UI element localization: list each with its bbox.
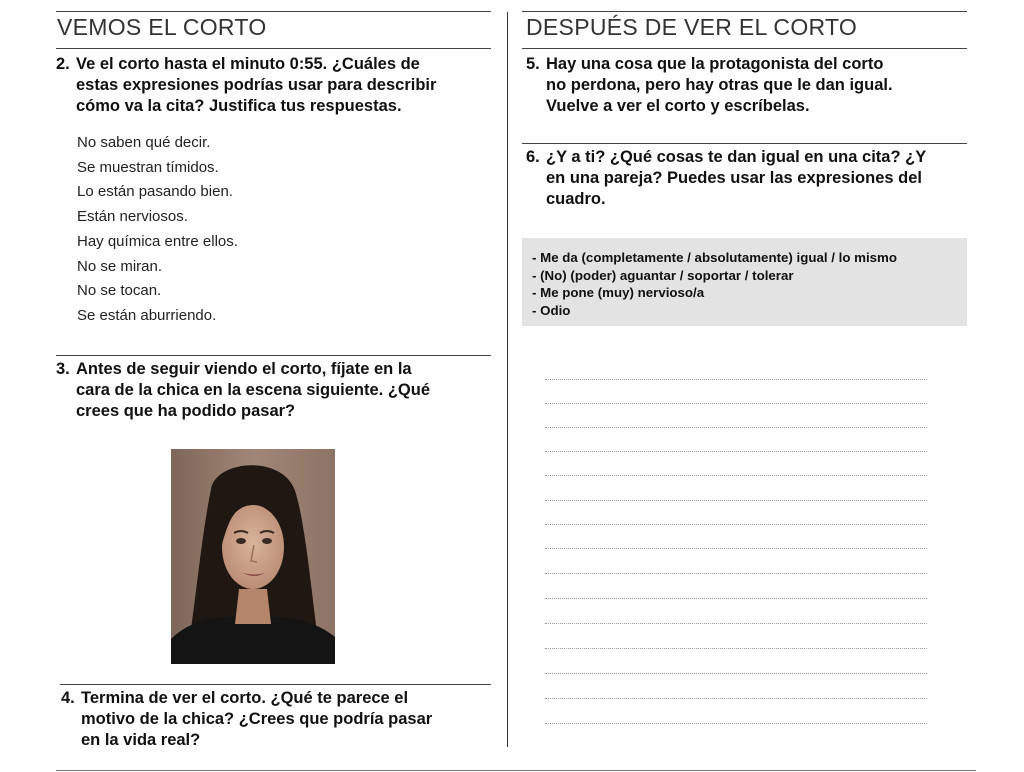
question-4-line-2: motivo de la chica? ¿Crees que podría pasar (81, 710, 433, 728)
woman-portrait-image (171, 449, 335, 664)
question-2-line-2: estas expresiones podrías usar para describir (76, 76, 437, 94)
option-item: Lo están pasando bien. (77, 183, 233, 201)
answer-line[interactable] (545, 623, 927, 624)
option-item: Hay química entre ellos. (77, 232, 238, 250)
right-section-title: DESPUÉS DE VER EL CORTO (526, 14, 858, 40)
answer-line[interactable] (545, 475, 927, 476)
question-6-rule (522, 143, 967, 144)
answer-line[interactable] (545, 500, 927, 501)
expression-item: - Me pone (muy) nervioso/a (532, 285, 705, 301)
expression-item: - Me da (completamente / absolutamente) igual / lo mismo (532, 250, 897, 265)
question-4-line-3: en la vida real? (81, 731, 201, 749)
option-item: No saben qué decir. (77, 134, 211, 151)
question-6-line-1: ¿Y a ti? ¿Qué cosas te dan igual en una cita? ¿Y (546, 148, 927, 166)
question-5-line-3: Vuelve a ver el corto y escríbelas. (546, 97, 810, 115)
answer-line[interactable] (545, 427, 927, 428)
option-item: Están nerviosos. (77, 208, 188, 226)
left-section-title: VEMOS EL CORTO (57, 14, 267, 40)
expression-item: - Odio (532, 302, 571, 318)
film-still-photo (171, 449, 335, 664)
answer-line[interactable] (545, 524, 927, 525)
bottom-rule (56, 770, 976, 771)
option-item: Se están aburriendo. (77, 306, 217, 324)
question-4-rule (60, 684, 491, 685)
question-2-line-3: cómo va la cita? Justifica tus respuestas. (76, 97, 402, 115)
question-3-line-3: crees que ha podido pasar? (76, 402, 296, 420)
answer-line[interactable] (545, 723, 927, 724)
option-item: No se miran. (77, 257, 163, 275)
question-3 (56, 359, 496, 422)
question-6 (526, 147, 971, 210)
option-item: Se muestran tímidos. (77, 158, 219, 176)
question-6-line-2: en una pareja? Puedes usar las expresiones del (546, 169, 922, 187)
left-title-rule (56, 48, 491, 49)
option-item: No se tocan. (77, 282, 162, 300)
question-3-rule (56, 355, 491, 356)
question-4 (61, 688, 501, 751)
question-4-number: 4. (61, 689, 75, 707)
question-5-line-1: Hay una cosa que la protagonista del corto (546, 55, 884, 73)
right-title-rule (522, 48, 967, 49)
column-divider (507, 12, 508, 747)
question-3-line-2: cara de la chica en la escena siguiente. ¿Qué (76, 381, 430, 399)
left-top-rule (56, 11, 491, 12)
answer-line[interactable] (545, 403, 927, 404)
expression-item: - (No) (poder) aguantar / soportar / tolerar (532, 267, 794, 283)
question-2-line-1: Ve el corto hasta el minuto 0:55. ¿Cuáles de (76, 55, 420, 73)
question-2-number: 2. (56, 55, 70, 73)
question-3-line-1: Antes de seguir viendo el corto, fíjate en la (76, 360, 412, 378)
answer-line[interactable] (545, 673, 927, 674)
question-5-number: 5. (526, 55, 540, 73)
question-3-number: 3. (56, 360, 70, 378)
answer-line[interactable] (545, 451, 927, 452)
question-5 (526, 54, 971, 117)
answer-line[interactable] (545, 698, 927, 699)
question-6-line-3: cuadro. (546, 190, 606, 208)
right-top-rule (522, 11, 967, 12)
question-5-line-2: no perdona, pero hay otras que le dan igual. (546, 76, 893, 94)
expressions-box (522, 238, 967, 326)
answer-line[interactable] (545, 573, 927, 574)
answer-line[interactable] (545, 598, 927, 599)
question-2-options (77, 131, 238, 329)
question-2 (56, 54, 496, 117)
answer-line[interactable] (545, 648, 927, 649)
answer-line[interactable] (545, 548, 927, 549)
question-6-number: 6. (526, 148, 540, 166)
answer-line[interactable] (545, 379, 927, 380)
question-4-line-1: Termina de ver el corto. ¿Qué te parece el (81, 689, 409, 707)
